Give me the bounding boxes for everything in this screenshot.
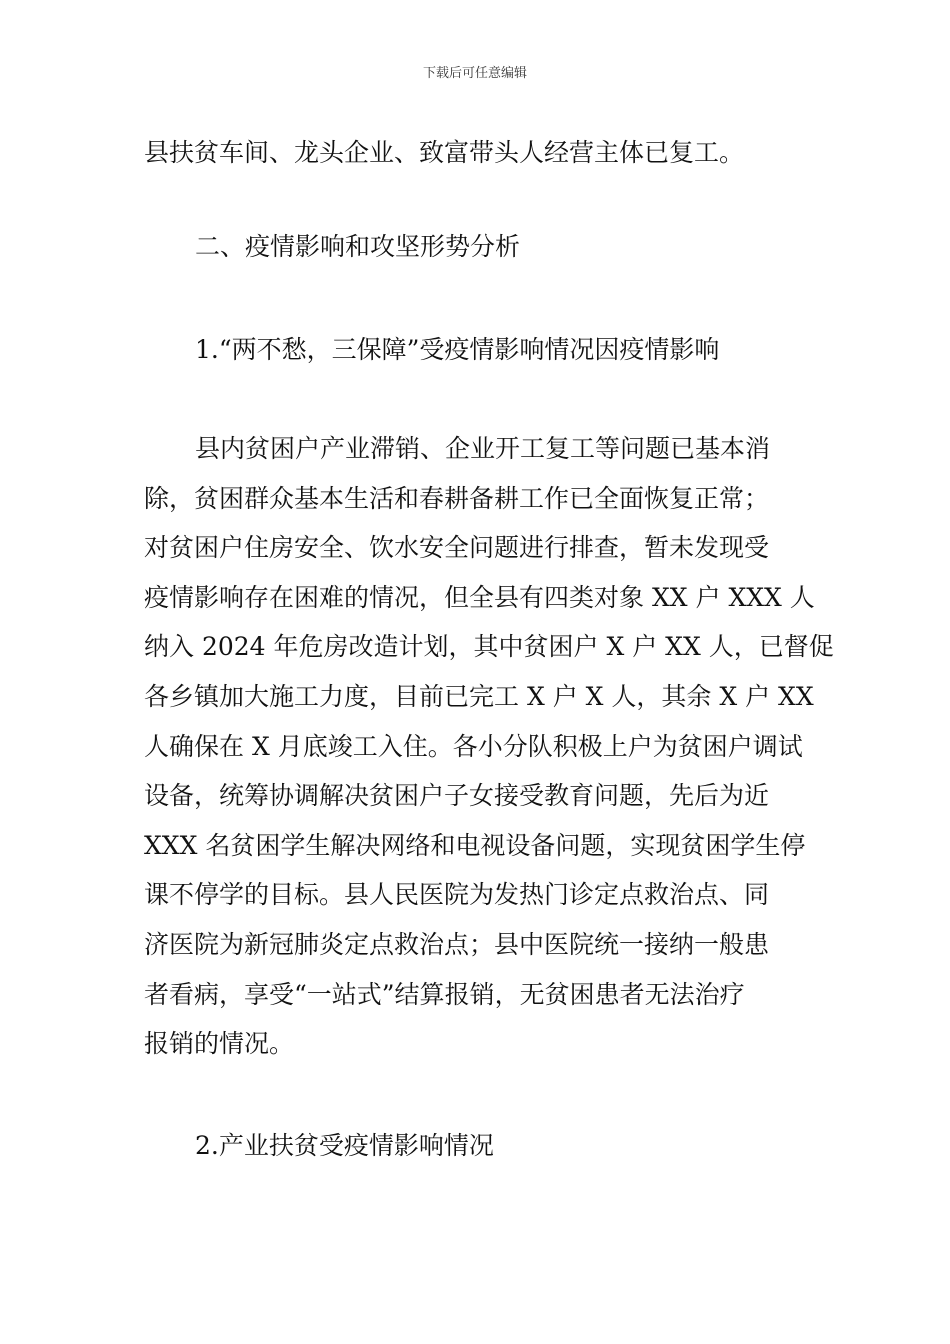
paragraph-line: 课不停学的目标。县人民医院为发热门诊定点救治点、同 [144, 880, 770, 910]
paragraph-line: 各乡镇加大施工力度，目前已完工 X 户 X 人，其余 X 户 XX [144, 681, 814, 711]
section-heading: 二、疫情影响和攻坚形势分析 [195, 232, 521, 261]
paragraph-line: 县内贫困户产业滞销、企业开工复工等问题已基本消 [195, 434, 771, 463]
subheading-2-block [144, 1121, 808, 1171]
continuation-text: 县扶贫车间、龙头企业、致富带头人经营主体已复工。 [144, 138, 745, 167]
paragraph-line: 者看病，享受“一站式”结算报销，无贫困患者无法治疗 [144, 979, 745, 1009]
page-header-note: 下载后可任意编辑 [422, 66, 527, 81]
paragraph-line: 设备，统筹协调解决贫困户子女接受教育问题，先后为近 [144, 781, 770, 811]
paragraph-1 [144, 424, 834, 1069]
subheading-2: 2.产业扶贫受疫情影响情况 [195, 1131, 494, 1160]
paragraph-line: 疫情影响存在困难的情况，但全县有四类对象 XX 户 XXX 人 [144, 582, 815, 612]
paragraph-line: 济医院为新冠肺炎定点救治点；县中医院统一接纳一般患 [144, 929, 770, 959]
paragraph-line: 除，贫困群众基本生活和春耕备耕工作已全面恢复正常； [144, 483, 770, 513]
paragraph-line: 人确保在 X 月底竣工入住。各小分队积极上户为贫困户调试 [144, 731, 803, 761]
paragraph-line: 纳入 2024 年危房改造计划，其中贫困户 X 户 XX 人，已督促 [144, 632, 834, 662]
subheading-1-block [144, 325, 808, 375]
paragraph-line: XXX 名贫困学生解决网络和电视设备问题，实现贫困学生停 [144, 830, 806, 860]
paragraph-line: 报销的情况。 [144, 1029, 295, 1059]
section-heading-block [144, 222, 808, 272]
paragraph-line: 对贫困户住房安全、饮水安全问题进行排查，暂未发现受 [144, 533, 770, 563]
continuation-line [144, 128, 808, 178]
subheading-1: 1.“两不愁，三保障”受疫情影响情况因疫情影响 [195, 335, 720, 364]
